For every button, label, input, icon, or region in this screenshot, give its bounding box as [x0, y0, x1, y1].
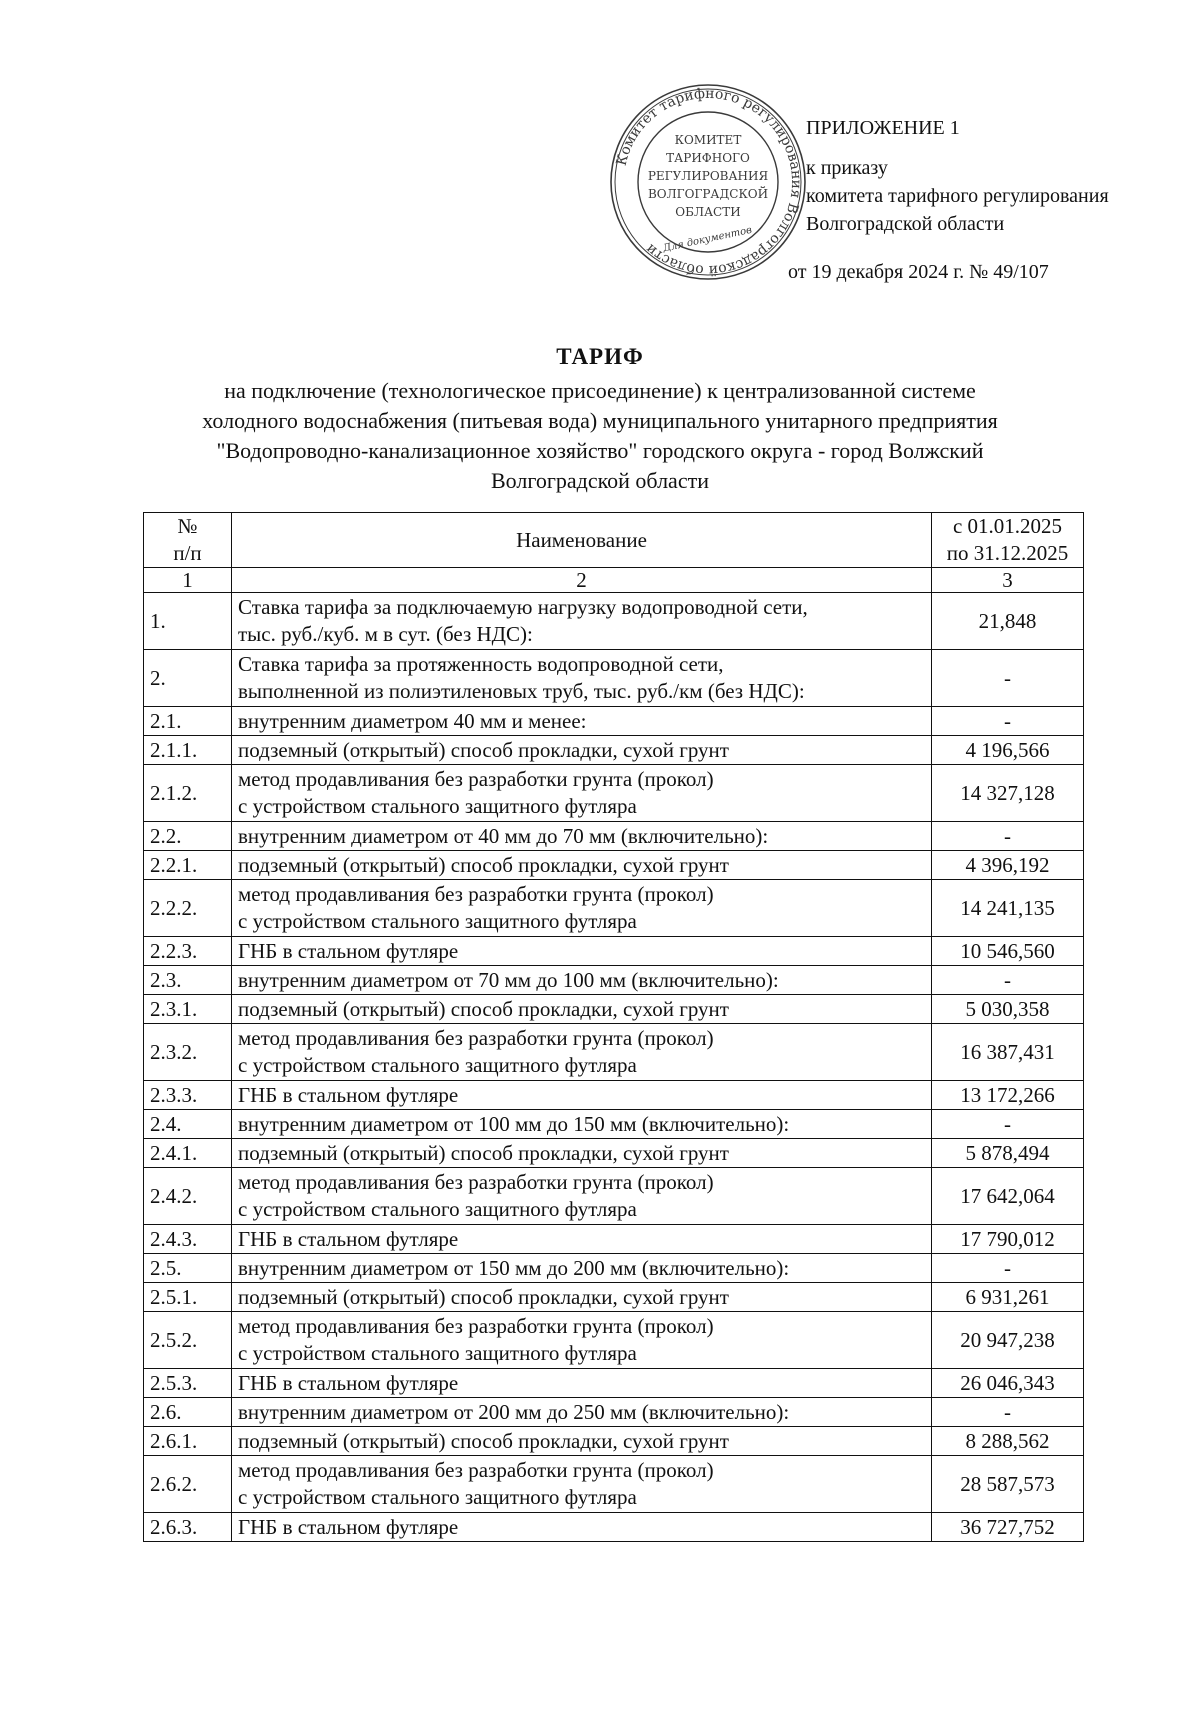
row-name-line: внутренним диаметром от 100 мм до 150 мм (включительно):: [238, 1111, 790, 1136]
row-name-line: подземный (открытый) способ прокладки, сухой грунт: [238, 1140, 729, 1165]
row-value: 13 172,266: [932, 1081, 1084, 1110]
row-number: 2.3.2.: [144, 1024, 232, 1081]
title-line-3: "Водопроводно-канализационное хозяйство" городского округа - город Волжский: [216, 438, 984, 463]
row-name: [232, 1513, 932, 1542]
seal-inner-line-1: КОМИТЕТ: [674, 133, 742, 147]
table-row: [144, 822, 1084, 851]
row-number: 2.4.1.: [144, 1139, 232, 1168]
row-name-line: с устройством стального защитного футляра: [238, 794, 637, 818]
row-name-line: с устройством стального защитного футляра: [238, 1485, 637, 1509]
table-row: [144, 1110, 1084, 1139]
table-row: [144, 1139, 1084, 1168]
title-heading: ТАРИФ: [556, 344, 644, 369]
row-value: -: [932, 1110, 1084, 1139]
row-name-line: ГНБ в стальном футляре: [238, 938, 459, 963]
row-name-line: подземный (открытый) способ прокладки, сухой грунт: [238, 1284, 729, 1309]
row-name: [232, 995, 932, 1024]
appendix-block: [770, 114, 1109, 286]
row-number: 2.5.1.: [144, 1283, 232, 1312]
row-value: 26 046,343: [932, 1369, 1084, 1398]
table-row: [144, 707, 1084, 736]
row-number: 1.: [144, 593, 232, 650]
row-number: 2.2.1.: [144, 851, 232, 880]
row-number: 2.5.2.: [144, 1312, 232, 1369]
row-name-line: ГНБ в стальном футляре: [238, 1514, 459, 1539]
row-name-line: метод продавливания без разработки грунта (прокол): [238, 882, 714, 906]
row-name: [232, 1369, 932, 1398]
row-name-line: с устройством стального защитного футляра: [238, 909, 637, 933]
row-number: 2.2.2.: [144, 880, 232, 937]
table-row: [144, 1225, 1084, 1254]
table-row: [144, 650, 1084, 707]
row-value: -: [932, 707, 1084, 736]
row-value: 28 587,573: [932, 1456, 1084, 1513]
row-name-line: подземный (открытый) способ прокладки, сухой грунт: [238, 996, 729, 1021]
row-name: [232, 736, 932, 765]
appendix-date: от 19 декабря 2024 г. № 49/107: [788, 261, 1049, 283]
row-value: 5 030,358: [932, 995, 1084, 1024]
row-number: 2.5.3.: [144, 1369, 232, 1398]
row-value: 17 790,012: [932, 1225, 1084, 1254]
row-value: 20 947,238: [932, 1312, 1084, 1369]
row-number: 2.5.: [144, 1254, 232, 1283]
table-row: [144, 937, 1084, 966]
row-name: [232, 822, 932, 851]
row-number: 2.1.: [144, 707, 232, 736]
row-value: 21,848: [932, 593, 1084, 650]
row-name: [232, 880, 932, 937]
header-name: Наименование: [232, 513, 932, 568]
row-value: 8 288,562: [932, 1427, 1084, 1456]
table-row: [144, 1081, 1084, 1110]
row-number: 2.6.3.: [144, 1513, 232, 1542]
title-line-1: на подключение (технологическое присоединение) к централизованной системе: [224, 378, 976, 403]
row-name: [232, 1110, 932, 1139]
colnum-2: 2: [232, 568, 932, 593]
row-value: 5 878,494: [932, 1139, 1084, 1168]
row-name-line: с устройством стального защитного футляра: [238, 1053, 637, 1077]
row-name-line: подземный (открытый) способ прокладки, сухой грунт: [238, 1428, 729, 1453]
row-name-line: метод продавливания без разработки грунта (прокол): [238, 1026, 714, 1050]
row-number: 2.6.1.: [144, 1427, 232, 1456]
row-number: 2.2.: [144, 822, 232, 851]
header-num: [144, 513, 232, 568]
row-name-line: подземный (открытый) способ прокладки, сухой грунт: [238, 852, 729, 877]
row-name: [232, 966, 932, 995]
row-number: 2.6.2.: [144, 1456, 232, 1513]
table-row: [144, 851, 1084, 880]
row-name-line: Ставка тарифа за подключаемую нагрузку водопроводной сети,: [238, 595, 808, 619]
row-number: 2.6.: [144, 1398, 232, 1427]
seal-inner-line-2: ТАРИФНОГО: [666, 151, 750, 165]
row-name-line: метод продавливания без разработки грунта (прокол): [238, 767, 714, 791]
row-number: 2.4.: [144, 1110, 232, 1139]
row-name: [232, 650, 932, 707]
table-row: [144, 1024, 1084, 1081]
row-name: [232, 707, 932, 736]
table-row: [144, 880, 1084, 937]
row-name-line: ГНБ в стальном футляре: [238, 1370, 459, 1395]
header-period-line-1: с 01.01.2025: [952, 514, 1063, 538]
row-name: [232, 1024, 932, 1081]
seal-ring-textpath: Комитет тарифного регулирования Волгоградской области: [613, 85, 805, 279]
row-name-line: метод продавливания без разработки грунта (прокол): [238, 1314, 714, 1338]
row-name-line: внутренним диаметром 40 мм и менее:: [238, 708, 587, 733]
row-value: 16 387,431: [932, 1024, 1084, 1081]
row-name-line: ГНБ в стальном футляре: [238, 1082, 459, 1107]
row-number: 2.2.3.: [144, 937, 232, 966]
row-name-line: Ставка тарифа за протяженность водопроводной сети,: [238, 652, 724, 676]
row-name-line: ГНБ в стальном футляре: [238, 1226, 459, 1251]
table-row: [144, 995, 1084, 1024]
table-row: [144, 966, 1084, 995]
row-value: -: [932, 966, 1084, 995]
row-number: 2.1.2.: [144, 765, 232, 822]
table-row: [144, 736, 1084, 765]
row-name-line: выполненной из полиэтиленовых труб, тыс. руб./км (без НДС):: [238, 679, 805, 703]
row-name-line: тыс. руб./куб. м в сут. (без НДС):: [238, 622, 533, 646]
header-num-line-2: п/п: [173, 541, 202, 565]
row-name: [232, 1225, 932, 1254]
appendix-committee: комитета тарифного регулирования: [806, 185, 1109, 207]
seal-inner-line-3: РЕГУЛИРОВАНИЯ: [647, 169, 769, 183]
row-value: -: [932, 1398, 1084, 1427]
row-value: 4 196,566: [932, 736, 1084, 765]
row-name-line: с устройством стального защитного футляра: [238, 1197, 637, 1221]
tariff-table: [143, 512, 1084, 1542]
table-row: [144, 1369, 1084, 1398]
row-name-line: внутренним диаметром от 40 мм до 70 мм (включительно):: [238, 823, 769, 848]
appendix-region: Волгоградской области: [806, 213, 1005, 235]
row-value: 6 931,261: [932, 1283, 1084, 1312]
table-row: [144, 1312, 1084, 1369]
row-name: [232, 937, 932, 966]
row-value: 14 327,128: [932, 765, 1084, 822]
appendix-title: ПРИЛОЖЕНИЕ 1: [806, 117, 960, 139]
row-name: [232, 1254, 932, 1283]
table-row: [144, 1283, 1084, 1312]
row-value: 4 396,192: [932, 851, 1084, 880]
appendix-order: к приказу: [806, 157, 888, 179]
row-number: 2.3.1.: [144, 995, 232, 1024]
row-number: 2.4.3.: [144, 1225, 232, 1254]
table-row: [144, 765, 1084, 822]
row-name-line: метод продавливания без разработки грунта (прокол): [238, 1458, 714, 1482]
table-header-row: [144, 513, 1084, 568]
row-number: 2.3.3.: [144, 1081, 232, 1110]
table-row: [144, 1168, 1084, 1225]
seal-inner-line-5: ОБЛАСТИ: [675, 205, 741, 219]
row-name-line: с устройством стального защитного футляра: [238, 1341, 637, 1365]
table-colnum-row: [144, 568, 1084, 593]
row-number: 2.3.: [144, 966, 232, 995]
row-name-line: внутренним диаметром от 150 мм до 200 мм (включительно):: [238, 1255, 790, 1280]
colnum-1: 1: [144, 568, 232, 593]
table-row: [144, 1456, 1084, 1513]
row-number: 2.: [144, 650, 232, 707]
seal-inner-line-4: ВОЛГОГРАДСКОЙ: [647, 187, 769, 201]
row-name: [232, 765, 932, 822]
row-name: [232, 1168, 932, 1225]
row-name: [232, 851, 932, 880]
row-value: 10 546,560: [932, 937, 1084, 966]
seal-bottom-text: Для документов: [662, 224, 753, 255]
table-row: [144, 593, 1084, 650]
header-period: [932, 513, 1084, 568]
row-value: -: [932, 822, 1084, 851]
row-name: [232, 1139, 932, 1168]
table-row: [144, 1427, 1084, 1456]
row-number: 2.4.2.: [144, 1168, 232, 1225]
row-name-line: внутренним диаметром от 70 мм до 100 мм (включительно):: [238, 967, 779, 992]
row-name: [232, 593, 932, 650]
row-value: 36 727,752: [932, 1513, 1084, 1542]
row-name: [232, 1283, 932, 1312]
title-line-4: Волгоградской области: [491, 468, 709, 493]
row-name: [232, 1398, 932, 1427]
row-name-line: внутренним диаметром от 200 мм до 250 мм (включительно):: [238, 1399, 790, 1424]
header-period-line-2: по 31.12.2025: [946, 541, 1069, 565]
table-row: [144, 1513, 1084, 1542]
row-value: 14 241,135: [932, 880, 1084, 937]
row-value: -: [932, 1254, 1084, 1283]
table-body: [144, 593, 1084, 1542]
document-title: [140, 342, 1060, 496]
row-value: -: [932, 650, 1084, 707]
row-name: [232, 1427, 932, 1456]
row-name: [232, 1081, 932, 1110]
row-name-line: подземный (открытый) способ прокладки, сухой грунт: [238, 737, 729, 762]
row-name-line: метод продавливания без разработки грунта (прокол): [238, 1170, 714, 1194]
row-name: [232, 1456, 932, 1513]
title-line-2: холодного водоснабжения (питьевая вода) муниципального унитарного предприятия: [202, 408, 998, 433]
table-row: [144, 1398, 1084, 1427]
colnum-3: 3: [932, 568, 1084, 593]
table-row: [144, 1254, 1084, 1283]
row-number: 2.1.1.: [144, 736, 232, 765]
row-name: [232, 1312, 932, 1369]
header-num-line-1: №: [177, 514, 198, 538]
row-value: 17 642,064: [932, 1168, 1084, 1225]
